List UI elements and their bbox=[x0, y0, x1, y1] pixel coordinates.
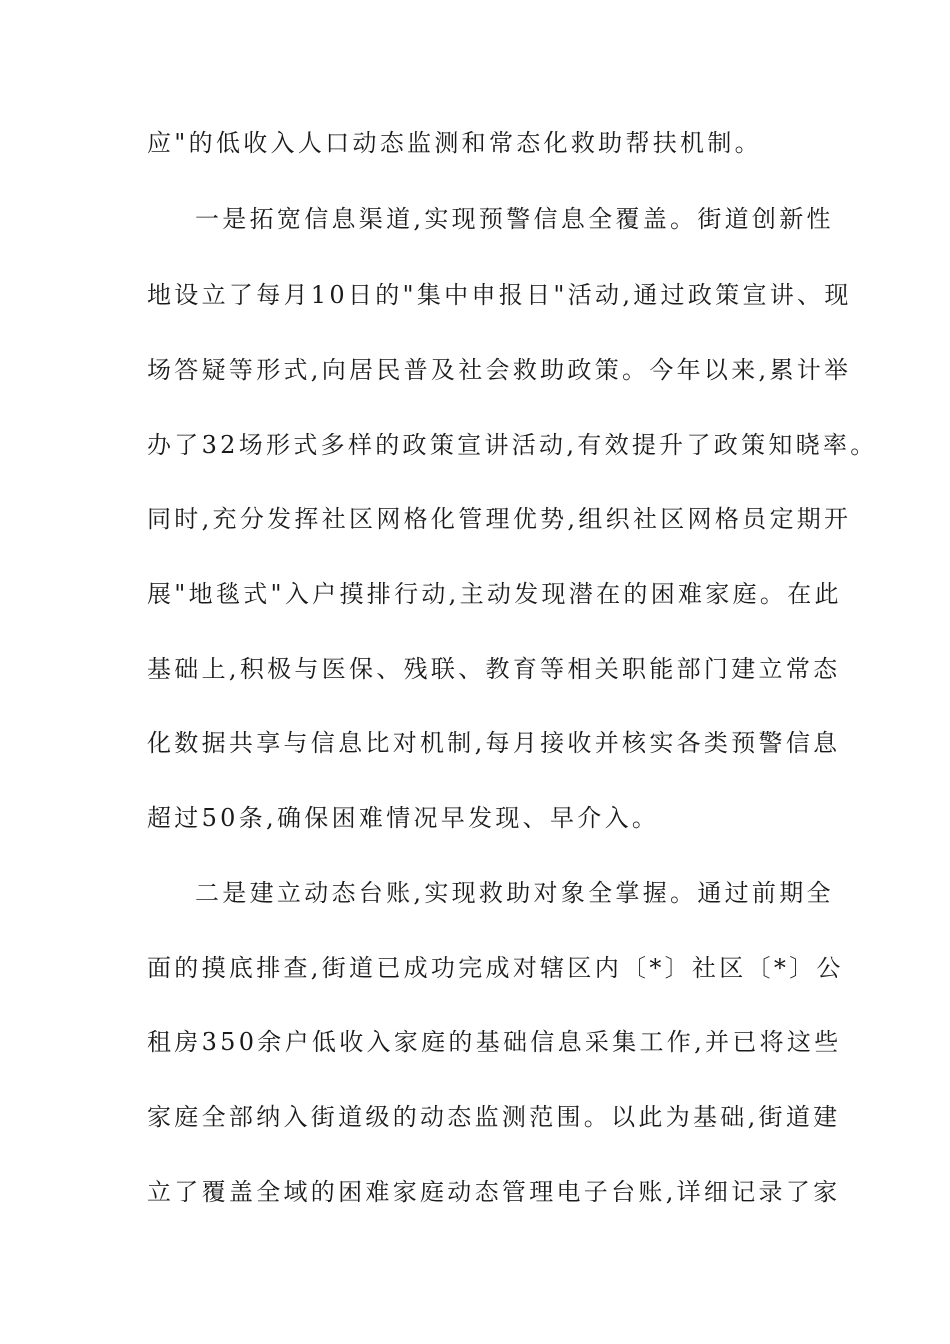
text-line: 超过50条,确保困难情况早发现、早介入。 bbox=[147, 804, 660, 832]
text-line: 面的摸底排查,街道已成功完成对辖区内〔*〕社区〔*〕公 bbox=[147, 954, 844, 982]
text-line: 场答疑等形式,向居民普及社会救助政策。今年以来,累计举 bbox=[147, 356, 852, 384]
text-line: 应"的低收入人口动态监测和常态化救助帮扶机制。 bbox=[147, 129, 762, 157]
text-line: 同时,充分发挥社区网格化管理优势,组织社区网格员定期开 bbox=[147, 505, 852, 533]
text-line: 家庭全部纳入街道级的动态监测范围。以此为基础,街道建 bbox=[147, 1103, 841, 1131]
text-line: 化数据共享与信息比对机制,每月接收并核实各类预警信息 bbox=[147, 729, 841, 757]
paragraph-start-line: 二是建立动态台账,实现救助对象全掌握。通过前期全 bbox=[195, 879, 834, 907]
text-line: 租房350余户低收入家庭的基础信息采集工作,并已将这些 bbox=[147, 1028, 842, 1056]
paragraph-start-line: 一是拓宽信息渠道,实现预警信息全覆盖。街道创新性 bbox=[195, 205, 834, 233]
text-line: 立了覆盖全域的困难家庭动态管理电子台账,详细记录了家 bbox=[147, 1178, 841, 1206]
text-line: 展"地毯式"入户摸排行动,主动发现潜在的困难家庭。在此 bbox=[147, 580, 842, 608]
text-line: 地设立了每月10日的"集中申报日"活动,通过政策宣讲、现 bbox=[147, 281, 852, 309]
text-line: 基础上,积极与医保、残联、教育等相关职能部门建立常态 bbox=[147, 655, 841, 683]
text-line: 办了32场形式多样的政策宣讲活动,有效提升了政策知晓率。 bbox=[147, 431, 878, 459]
